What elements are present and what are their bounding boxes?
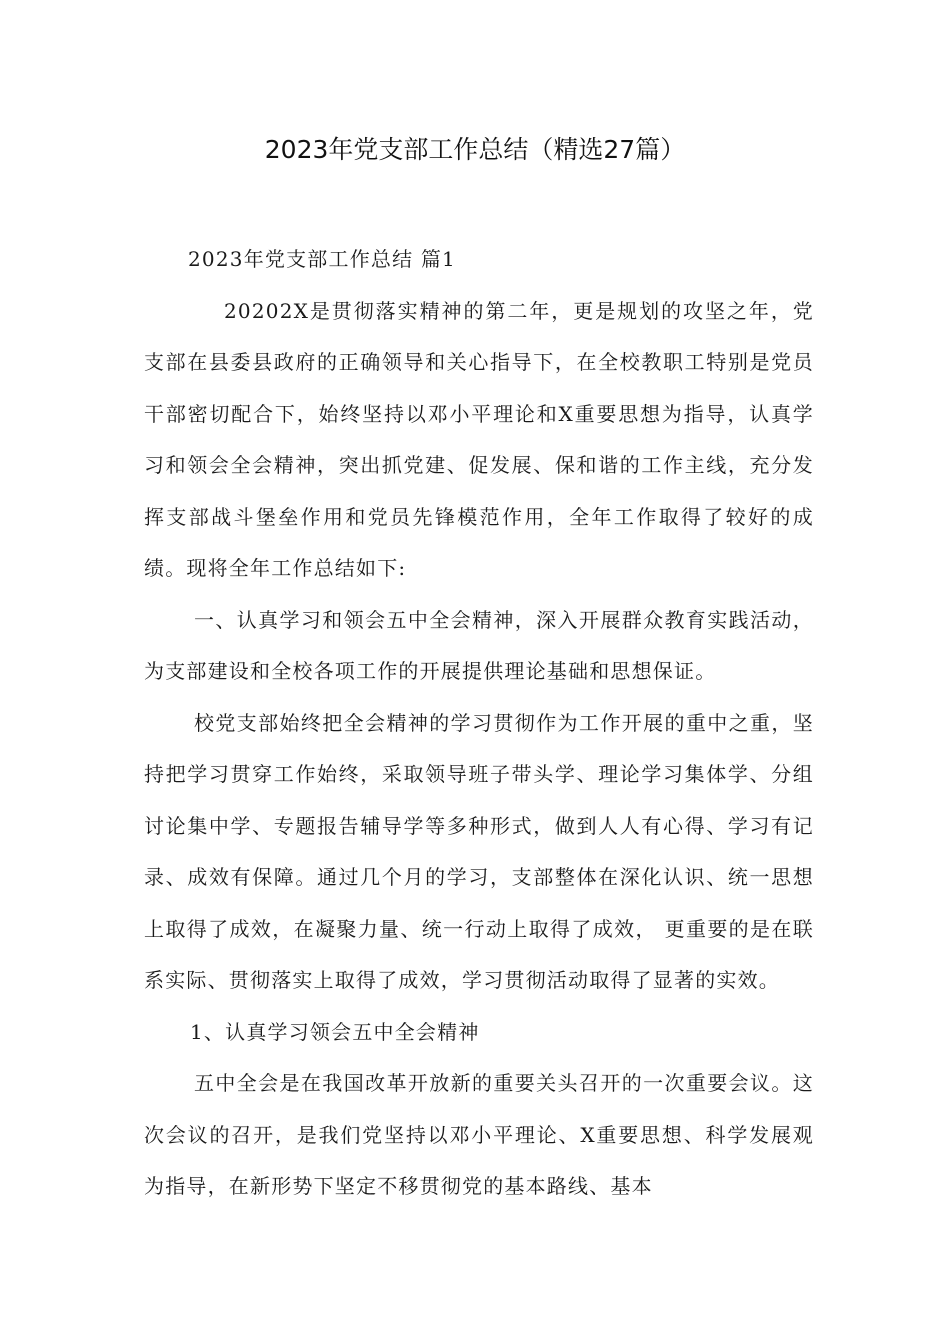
paragraph-plenum: 五中全会是在我国改革开放新的重要关头召开的一次重要会议。这次会议的召开，是我们党坚持以邓小平理论、X重要思想、科学发展观为指导，在新形势下坚定不移贯彻党的基本路线、基本 [144,1071,814,1198]
document-body [144,234,814,1213]
section-heading: 2023年党支部工作总结 篇1 [188,247,456,271]
paragraph-intro: 20202X是贯彻落实精神的第二年，更是规划的攻坚之年，党支部在县委县政府的正确领导和关心指导下，在全校教职工特别是党员干部密切配合下，始终坚持以邓小平理论和X重要思想为指导，认真学习和领会全会精神，突出抓党建、促发展、保和谐的工作主线，充分发挥支部战斗堡垒作用和党员先锋模范作用，全年工作取得了较好的成绩。现将全年工作总结如下: [144,298,814,580]
document-title: 2023年党支部工作总结（精选27篇） [264,135,686,164]
paragraph-point-one: 一、认真学习和领会五中全会精神，深入开展群众教育实践活动，为支部建设和全校各项工作的开展提供理论基础和思想保证。 [144,607,814,683]
subheading-study-plenum: 1、认真学习领会五中全会精神 [190,1019,480,1044]
paragraph-study-practice: 校党支部始终把全会精神的学习贯彻作为工作开展的重中之重，坚持把学习贯穿工作始终，采取领导班子带头学、理论学习集体学、分组讨论集中学、专题报告辅导学等多种形式，做到人人有心得、学习有记录、成效有保障。通过几个月的学习，支部整体在深化认识、统一思想上取得了成效，在凝聚力量、统一行动上取得了成效， 更重要的是在联系实际、贯彻落实上取得了成效，学习贯彻活动取得了显著的实效。 [144,710,814,992]
